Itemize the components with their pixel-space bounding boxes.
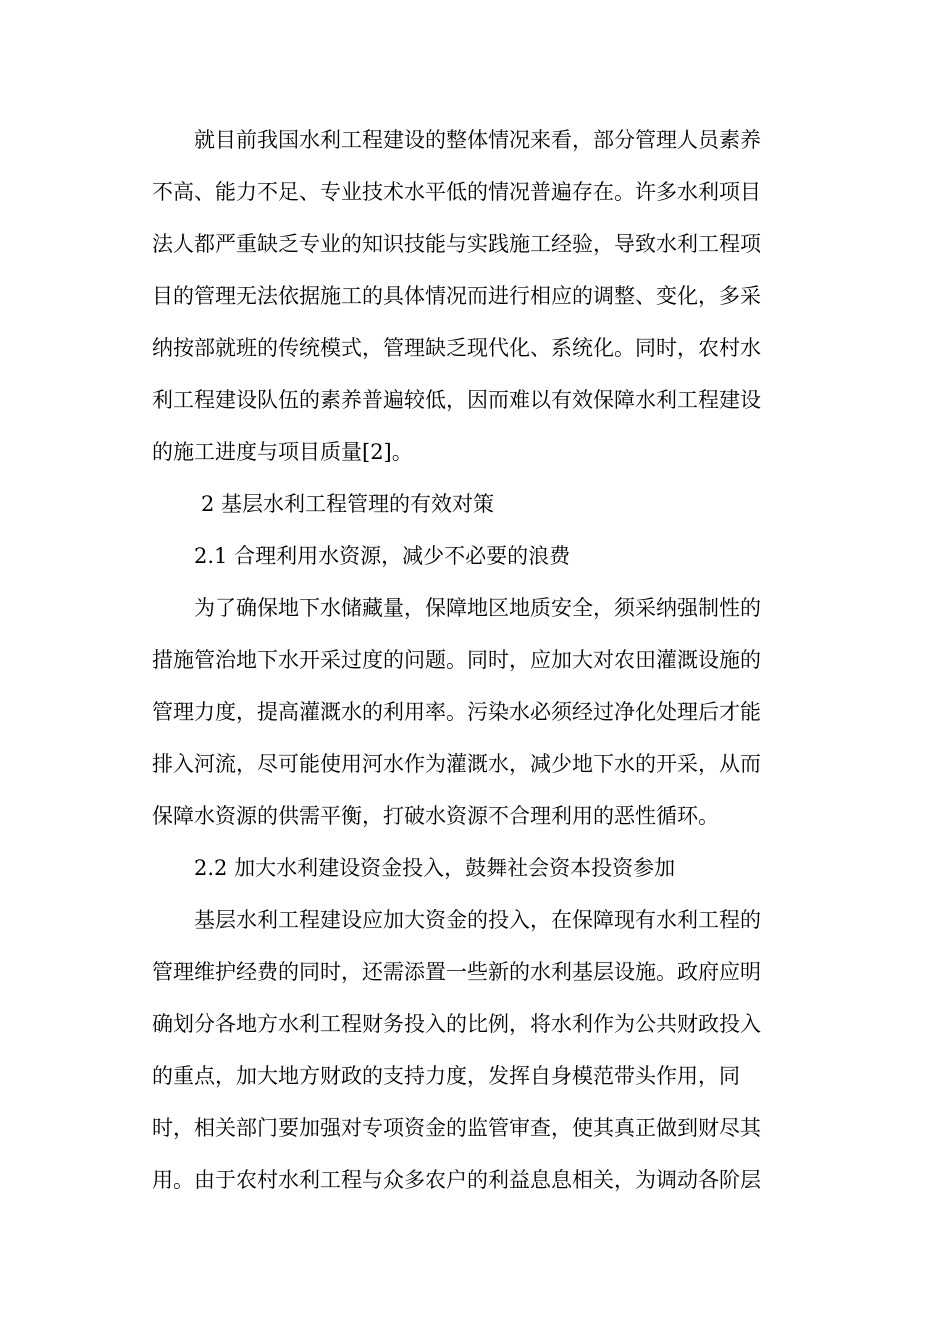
paragraph-funding: [152, 894, 802, 1206]
text-line: 为了确保地下水储藏量，保障地区地质安全，须采纳强制性的: [194, 596, 761, 620]
text-line: 法人都严重缺乏专业的知识技能与实践施工经验，导致水利工程项: [152, 232, 761, 256]
paragraph-water-resources: [152, 582, 802, 842]
subsection-heading-2-2: 2.2 加大水利建设资金投入，鼓舞社会资本投资参加: [194, 856, 676, 880]
text-line: 措施管治地下水开采过度的问题。同时，应加大对农田灌溉设施的: [152, 648, 761, 672]
text-line: 管理维护经费的同时，还需添置一些新的水利基层设施。政府应明: [152, 960, 761, 984]
text-line: 利工程建设队伍的素养普遍较低，因而难以有效保障水利工程建设: [152, 388, 761, 412]
text-line: 保障水资源的供需平衡，打破水资源不合理利用的恶性循环。: [152, 804, 719, 828]
text-line: 目的管理无法依据施工的具体情况而进行相应的调整、变化，多采: [152, 284, 761, 308]
text-line: 管理力度，提高灌溉水的利用率。污染水必须经过净化处理后才能: [152, 700, 761, 724]
text-line: 确划分各地方水利工程财务投入的比例，将水利作为公共财政投入: [152, 1012, 761, 1036]
section-heading-2: 2 基层水利工程管理的有效对策: [201, 492, 495, 516]
text-line: 的施工进度与项目质量[2]。: [152, 440, 413, 464]
text-line: 不高、能力不足、专业技术水平低的情况普遍存在。许多水利项目: [152, 180, 761, 204]
text-line: 纳按部就班的传统模式，管理缺乏现代化、系统化。同时，农村水: [152, 336, 761, 360]
paragraph-management-quality: [152, 114, 802, 478]
text-line: 用。由于农村水利工程与众多农户的利益息息相关，为调动各阶层: [152, 1168, 761, 1192]
text-line: 排入河流，尽可能使用河水作为灌溉水，减少地下水的开采，从而: [152, 752, 761, 776]
document-body: [152, 114, 802, 1206]
text-line: 就目前我国水利工程建设的整体情况来看，部分管理人员素养: [194, 128, 761, 152]
text-line: 基层水利工程建设应加大资金的投入，在保障现有水利工程的: [194, 908, 761, 932]
text-line: 时，相关部门要加强对专项资金的监管审查，使其真正做到财尽其: [152, 1116, 761, 1140]
text-line: 的重点，加大地方财政的支持力度，发挥自身模范带头作用，同: [152, 1064, 740, 1088]
subsection-heading-2-1: 2.1 合理利用水资源，减少不必要的浪费: [194, 544, 571, 568]
